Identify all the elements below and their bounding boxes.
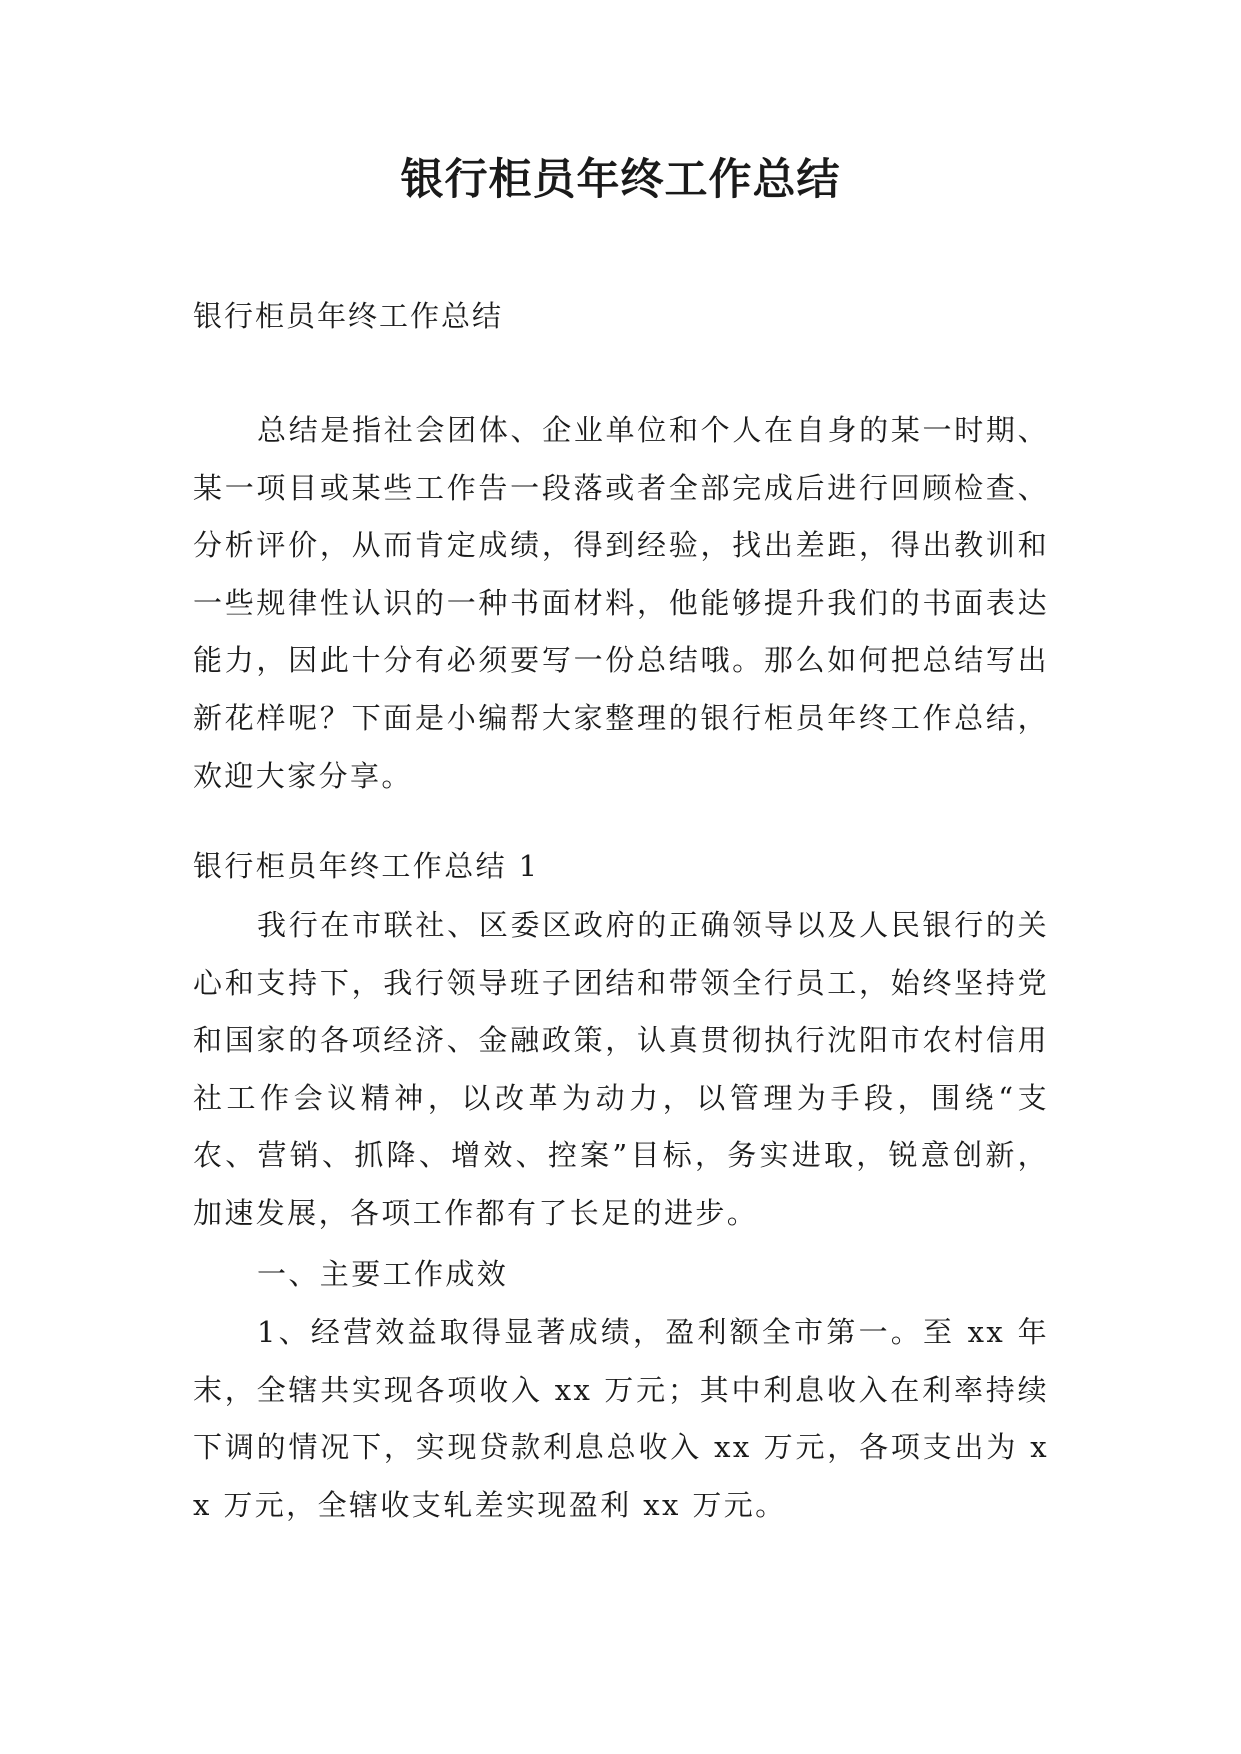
body-paragraph: 1、经营效益取得显著成绩，盈利额全市第一。至 xx 年末，全辖共实现各项收入 xx 万元；其中利息收入在利率持续下调的情况下，实现贷款利息总收入 xx 万元，各项支出为 xx 万元，全辖收支轧差实现盈利 xx 万元。 [193, 1315, 1049, 1522]
body-paragraph: 我行在市联社、区委区政府的正确领导以及人民银行的关心和支持下，我行领导班子团结和带领全行员工，始终坚持党和国家的各项经济、金融政策，认真贯彻执行沈阳市农村信用社工作会议精神，以改革为动力，以管理为手段，围绕“支农、营销、抓降、增效、控案”目标，务实进取，锐意创新，加速发展，各项工作都有了长足的进步。 [193, 908, 1049, 1230]
subsection-heading: 一、主要工作成效 [257, 1257, 509, 1291]
intro-paragraph: 总结是指社会团体、企业单位和个人在自身的某一时期、某一项目或某些工作告一段落或者全部完成后进行回顾检查、分析评价，从而肯定成绩，得到经验，找出差距，得出教训和一些规律性认识的一种书面材料，他能够提升我们的书面表达能力，因此十分有必须要写一份总结哦。那么如何把总结写出新花样呢？下面是小编帮大家整理的银行柜员年终工作总结，欢迎大家分享。 [193, 413, 1049, 793]
document-subtitle: 银行柜员年终工作总结 [193, 299, 504, 333]
section-heading: 银行柜员年终工作总结 1 [193, 849, 540, 883]
document-title: 银行柜员年终工作总结 [400, 155, 841, 205]
